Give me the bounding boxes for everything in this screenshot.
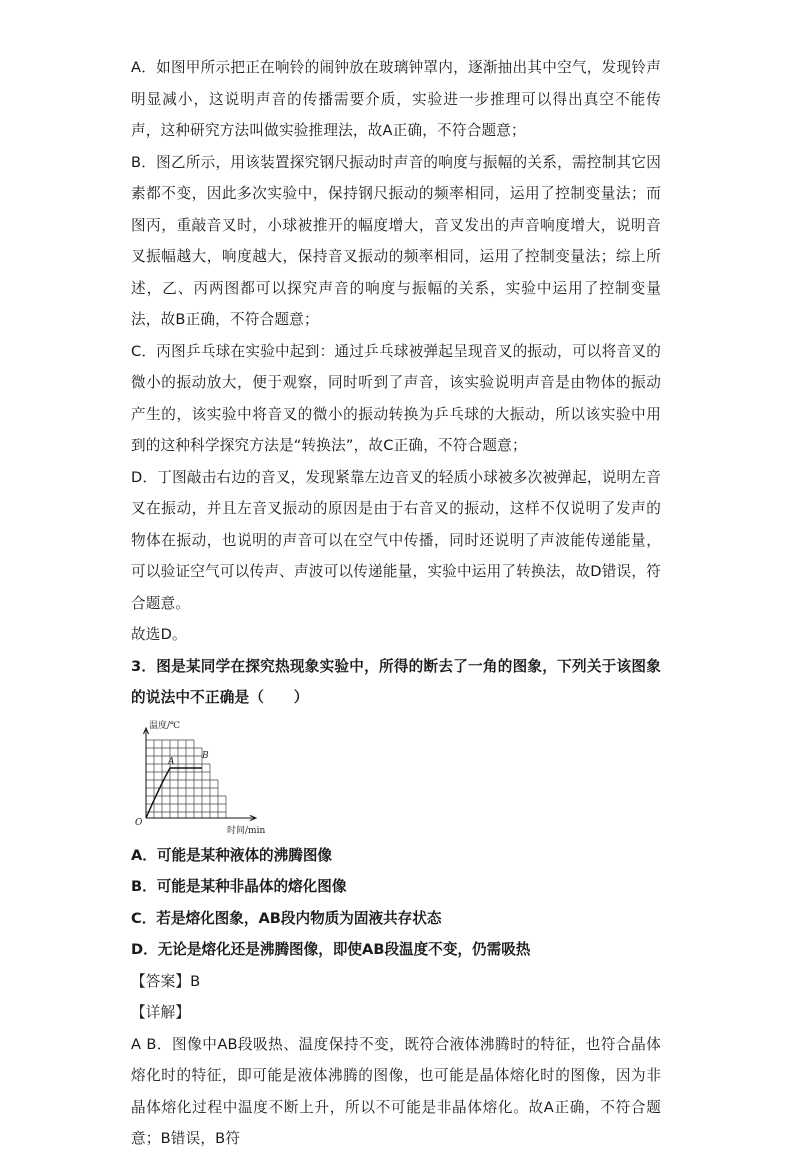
question-stem: 3．图是某同学在探究热现象实验中，所得的断去了一角的图象，下列关于该图象的说法中不正确是（ ）	[131, 657, 661, 706]
graph-ylabel: 温度/℃	[149, 720, 181, 731]
question-option-b: B．可能是某种非晶体的熔化图像	[131, 878, 347, 895]
temperature-time-graph	[135, 718, 275, 838]
graph-svg	[135, 718, 275, 838]
paragraph-option-c-explanation: C．丙图乒乓球在实验中起到：通过乒乓球被弹起呈现音叉的振动，可以将音叉的微小的振动放大，便于观察，同时听到了声音，该实验说明声音是由物体的振动产生的，该实验中将音叉的微小的振动转换为乒乓球的大振动，所以该实验中用到的这种科学探究方法是“转换法”，故C正确，不符合题意；	[131, 342, 661, 454]
graph-axes	[144, 728, 257, 821]
graph-grid	[146, 740, 226, 818]
graph-xlabel: 时间/min	[227, 825, 266, 836]
paragraph-option-d-explanation: D．丁图敲击右边的音叉，发现紧靠左边音叉的轻质小球被多次被弹起，说明左音叉在振动，并且左音叉振动的原因是由于右音叉的振动，这样不仅说明了发声的物体在振动，也说明的声音可以在空气中传播，同时还说明了声波能传递能量，可以验证空气可以传声、声波可以传递能量，实验中运用了转换法，故D错误，符合题意。	[131, 468, 661, 612]
graph-origin: O	[135, 817, 143, 828]
detail-label: 【详解】	[131, 1004, 191, 1021]
question-option-d: D．无论是熔化还是沸腾图像，即使AB段温度不变，仍需吸热	[131, 941, 531, 958]
answer-label: 【答案】B	[131, 972, 201, 990]
question-option-a: A．可能是某种液体的沸腾图像	[131, 846, 333, 864]
question-option-c: C．若是熔化图象，AB段内物质为固液共存状态	[131, 909, 442, 927]
document-page	[131, 52, 661, 1155]
graph-point-b: B	[202, 750, 209, 761]
paragraph-conclusion: 故选D。	[131, 626, 187, 643]
detail-text: A B．图像中AB段吸热、温度保持不变，既符合液体沸腾时的特征，也符合晶体熔化时的特征，即可能是液体沸腾的图像，也可能是晶体熔化时的图像，因为非晶体熔化过程中温度不断上升，所以不可能是非晶体熔化。故A正确，不符合题意；B错误，B符	[131, 1035, 661, 1147]
graph-curve	[146, 768, 202, 818]
graph-point-a: A	[168, 756, 175, 767]
paragraph-option-a-explanation: A．如图甲所示把正在响铃的闹钟放在玻璃钟罩内，逐渐抽出其中空气，发现铃声明显减小，这说明声音的传播需要介质，实验进一步推理可以得出真空不能传声，这种研究方法叫做实验推理法，故A正确，不符合题意；	[131, 59, 661, 139]
paragraph-option-b-explanation: B．图乙所示，用该装置探究钢尺振动时声音的响度与振幅的关系，需控制其它因素都不变，因此多次实验中，保持钢尺振动的频率相同，运用了控制变量法；而图丙，重敲音叉时，小球被推开的幅度增大，音叉发出的声音响度增大，说明音叉振幅越大，响度越大，保持音叉振动的频率相同，运用了控制变量法；综上所述，乙、丙两图都可以探究声音的响度与振幅的关系，实验中运用了控制变量法，故B正确，不符合题意；	[131, 153, 661, 328]
